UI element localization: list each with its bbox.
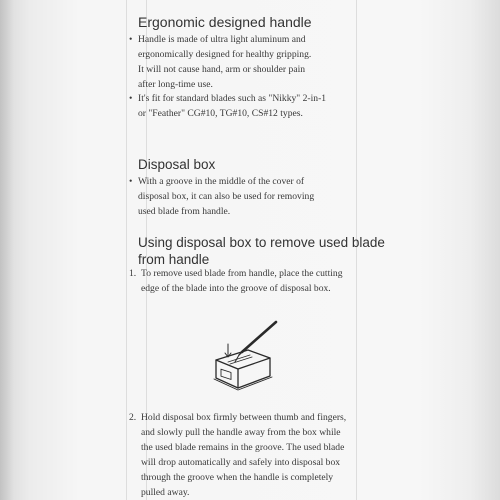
bullet-line: used blade from handle.: [138, 206, 231, 217]
bullet-mark: •: [129, 34, 133, 45]
bullet-line: • With a groove in the middle of the cover of: [129, 176, 305, 187]
step-line: the used blade remains in the groove. The used blade: [141, 442, 345, 453]
bullet-line: or "Feather" CG#10, TG#10, CS#12 types.: [138, 108, 303, 119]
heading-ergonomic-handle: Ergonomic designed handle: [138, 14, 312, 30]
bullet-line: • Handle is made of ultra light aluminum and: [129, 34, 306, 45]
bullet-mark: •: [129, 176, 133, 187]
bullet-line: ergonomically designed for healthy gripping.: [138, 49, 312, 60]
bullet-handle-material: [129, 32, 311, 92]
step-number: 2.: [129, 412, 137, 423]
step-line: 2. Hold disposal box firmly between thumb and fingers,: [129, 412, 347, 423]
bullet-disposal-groove: [129, 174, 314, 219]
disposal-box-illustration-icon: [208, 318, 288, 400]
step-line: pulled away.: [141, 487, 190, 498]
bullet-mark: •: [129, 93, 133, 104]
bullet-line: disposal box, it can also be used for removing: [138, 191, 315, 202]
bullet-line: after long-time use.: [138, 79, 213, 90]
heading-line: Using disposal box to remove used blade: [138, 235, 385, 250]
bullet-line: It will not cause hand, arm or shoulder pain: [138, 64, 306, 75]
sheet-left-shadow: [0, 0, 14, 500]
step-line: 1. To remove used blade from handle, place the cutting: [129, 268, 343, 279]
heading-using-disposal-box: [138, 234, 385, 268]
heading-disposal-box: Disposal box: [138, 157, 216, 172]
step-2: [129, 410, 346, 500]
step-number: 1.: [129, 268, 137, 279]
fold-line-left: [126, 0, 127, 500]
heading-line: from handle: [138, 252, 210, 267]
bullet-blade-compatibility: [129, 91, 326, 121]
bullet-line: • It's fit for standard blades such as "Nikky" 2-in-1: [129, 93, 327, 104]
step-1: [129, 266, 343, 296]
step-line: and slowly pull the handle away from the box while: [141, 427, 341, 438]
step-line: edge of the blade into the groove of disposal box.: [141, 283, 331, 294]
step-line: will drop automatically and safely into disposal box: [141, 457, 341, 468]
step-line: through the groove when the handle is completely: [141, 472, 334, 483]
